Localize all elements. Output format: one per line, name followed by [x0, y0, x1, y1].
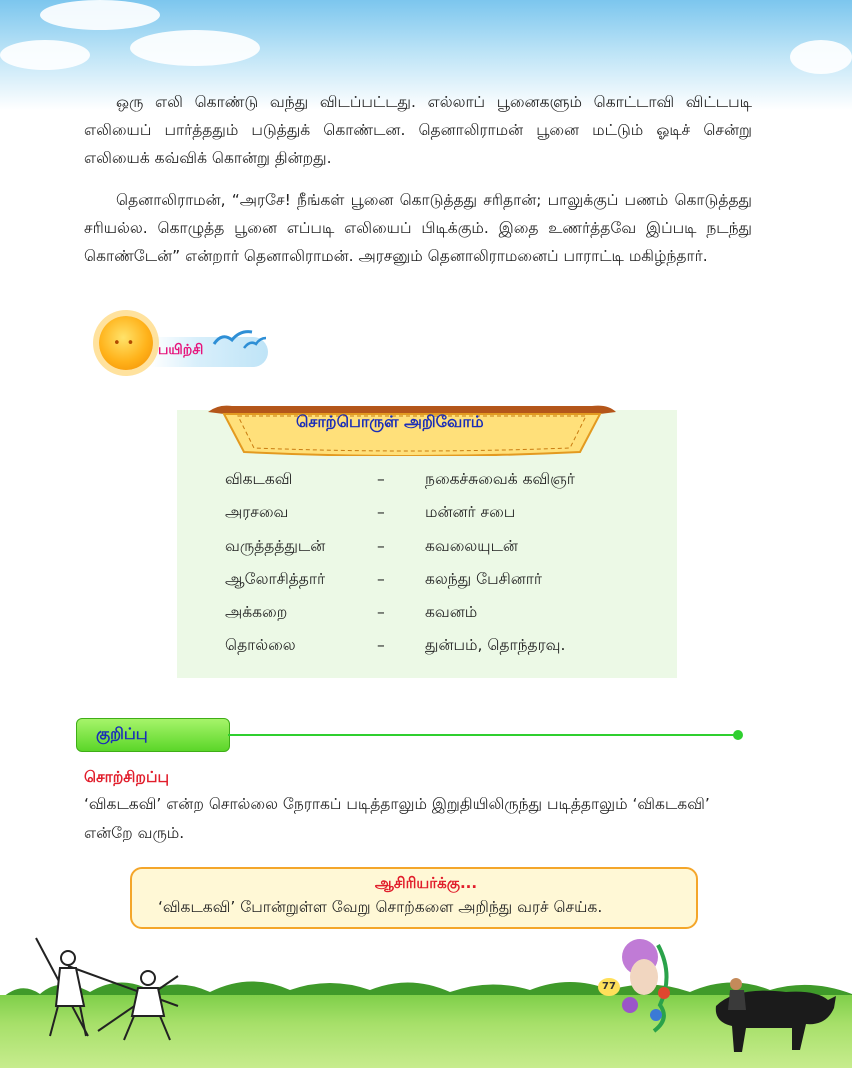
teacher-note-title: ஆசிரியர்க்கு...	[374, 874, 478, 892]
vocabulary-meaning: கவலையுடன்	[425, 537, 518, 555]
vocabulary-meaning: நகைச்சுவைக் கவிஞர்	[425, 470, 575, 488]
villagers-illustration	[28, 936, 198, 1046]
cloud-decoration	[790, 40, 852, 74]
vocabulary-dash: –	[377, 537, 385, 555]
bull-illustration	[696, 966, 846, 1056]
vocabulary-title: சொற்பொருள் அறிவோம்	[296, 412, 484, 431]
cloud-decoration	[0, 40, 90, 70]
cloud-decoration	[40, 0, 160, 30]
teacher-note-text: ‘விகடகவி’ போன்றுள்ள வேறு சொற்களை அறிந்து வரச் செய்க.	[158, 898, 603, 916]
birds-icon	[212, 326, 268, 352]
page-number: 77	[598, 978, 620, 996]
sun-icon: ••	[99, 316, 153, 370]
note-divider	[228, 734, 736, 736]
vocabulary-meaning: மன்னர் சபை	[425, 503, 516, 521]
vocabulary-meaning: கவனம்	[425, 603, 478, 621]
vocabulary-meaning: கலந்து பேசினார்	[425, 570, 542, 588]
story-paragraph-1: ஒரு எலி கொண்டு வந்து விடப்பட்டது. எல்லாப் பூனைகளும் கொட்டாவி விட்டபடி எலியைப் பார்த்ததும் படுத்துக் கொண்டன. தெனாலிராமன் பூனை மட்டும் ஓடிச் சென்று எலியைக் கவ்விக் கொன்று தின்றது.	[84, 93, 752, 167]
vocabulary-word: ஆலோசித்தார்	[225, 570, 326, 588]
vocabulary-dash: –	[377, 636, 385, 654]
exercise-label: பயிற்சி	[158, 342, 204, 358]
vocabulary-word: தொல்லை	[225, 636, 296, 654]
note-subheading: சொற்சிறப்பு	[84, 768, 170, 786]
vocabulary-word: வருத்தத்துடன்	[225, 537, 326, 555]
vocabulary-meaning: துன்பம், தொந்தரவு.	[425, 636, 566, 654]
note-divider-dot	[733, 730, 743, 740]
note-text: ‘விகடகவி’ என்ற சொல்லை நேராகப் படித்தாலும் இறுதியிலிருந்து படித்தாலும் ‘விகடகவி’ என்றே வரும்.	[84, 795, 710, 842]
vocabulary-word: அக்கறை	[225, 603, 288, 621]
vocabulary-dash: –	[377, 470, 385, 488]
cloud-decoration	[130, 30, 260, 66]
vocabulary-dash: –	[377, 603, 385, 621]
story-paragraph-2: தெனாலிராமன், “அரசே! நீங்கள் பூனை கொடுத்தது சரிதான்; பாலுக்குப் பணம் கொடுத்தது சரியல்ல. கொழுத்த பூனை எப்படி எலியைப் பிடிக்கும். இதை உணர்த்தவே இப்படி நடந்து கொண்டேன்” என்றார் தெனாலிராமன். அரசனும் தெனாலிராமனைப் பாராட்டி மகிழ்ந்தார்.	[84, 191, 752, 265]
vocabulary-word: அரசவை	[225, 503, 289, 521]
vocabulary-word: விகடகவி	[225, 470, 293, 488]
vocabulary-dash: –	[377, 570, 385, 588]
note-label: குறிப்பு	[96, 724, 148, 743]
vocabulary-dash: –	[377, 503, 385, 521]
